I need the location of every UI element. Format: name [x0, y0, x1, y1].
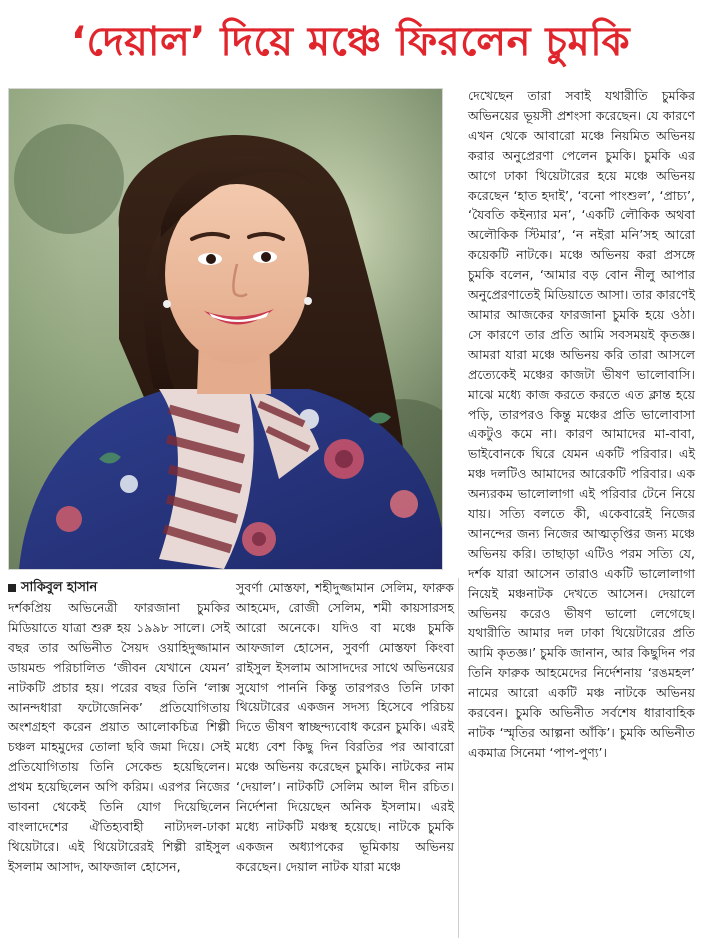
byline-name: সাকিবুল হাসান — [21, 580, 98, 595]
article-text-left: দর্শকপ্রিয় অভিনেত্রী ফারজানা চুমকির মিডিয়াতে যাত্রা শুরু হয় ১৯৯৮ সালে। সেই বছর তার অভিনীত সৈয়দ ওয়াহিদুজ্জামান ডায়মন্ড পরিচালিত ‘জীবন যেখানে যেমন’ নাটকটি প্রচার হয়। পরের বছর তিনি ‘লাক্স আনন্দধারা ফটোজেনিক’ প্রতিযোগিতায় অংশগ্রহণ করেন প্রয়াত আলোকচিত্র শিল্পী চঞ্চল মাহমুদের তোলা ছবি জমা দিয়ে। সেই প্রতিযোগিতায় তিনি সেকেন্ড হয়েছিলেন। প্রথম হয়েছিলেন অপি করিম। এরপর নিজের ভাবনা থেকেই তিনি যোগ দিয়েছিলেন বাংলাদেশের ঐতিহ্যবাহী নাট্যদল-ঢাকা থিয়েটারে। এই থিয়েটারেরই শিল্পী রাইসুল ইসলাম আসাদ, আফজাল হোসেন, — [8, 600, 230, 874]
article-column-middle — [236, 578, 454, 877]
article-text-right: দেখেছেন তারা সবাই যথারীতি চুমকির অভিনয়ের ভূয়সী প্রশংসা করেছেন। যে কারণে এখন থেকে আবারো মঞ্চে নিয়মিত অভিনয় করার অনুপ্রেরণা পেলেন চুমকি। চুমকি এর আগে ঢাকা থিয়েটারের হয়ে মঞ্চে অভিনয় করেছেন ‘হাত হদাই’, ‘বনো পাংশুল’, ‘প্রাচ্য’, ‘যৈবতি কইন্যার মন’, ‘একটি লৌকিক অথবা অলৌকিক স্টিমার’, ‘ন নইরা মনি’সহ আরো কয়েকটি নাটকে। মঞ্চে অভিনয় করা প্রসঙ্গে চুমকি বলেন, ‘আমার বড় বোন নীলু আপার অনুপ্রেরণাতেই মিডিয়াতে আসা। তার কারণেই আমার আজকের ফারজানা চুমকি হয়ে ওঠা। সে কারণে তার প্রতি আমি সবসময়ই কৃতজ্ঞ। আমরা যারা মঞ্চে অভিনয় করি তারা আসলে প্রত্যেকেই মঞ্চের কাজটা ভীষণ ভালোবাসি। মাঝে মধ্যে কাজ করতে করতে এত ক্লান্ত হয়ে পড়ি, তারপরও কিন্তু মঞ্চের প্রতি ভালোবাসা একটুও কমে না। কারণ আমাদের মা-বাবা, ভাইবোনকে ঘিরে যেমন একটি পরিবার। এই মঞ্চ দলটিও আমাদের আরেকটি পরিবার। এক অন্যরকম ভালোলাগা এই পরিবার টেনে নিয়ে যায়। সত্যি বলতে কী, একেবারেই নিজের আনন্দের জন্য নিজের আত্মতৃপ্তির জন্য মঞ্চে অভিনয় করি। তাছাড়া এটিও পরম সত্যি যে, দর্শক যারা আসেন তারাও একটি ভালোলাগা নিয়েই মঞ্চনাটক দেখতে আসেন। দেয়ালে অভিনয় করেও ভীষণ ভালো লেগেছে। যথারীতি আমার দল ঢাকা থিয়েটারের প্রতি আমি কৃতজ্ঞ।’ চুমকি জানান, আর কিছুদিন পর তিনি ফারুক আহমেদের নির্দেশনায় ‘রঙমহল’ নামের আরো একটি মঞ্চ নাটকে অভিনয় করবেন। চুমকি অভিনীত সর্বশেষ ধারাবাহিক নাটক ‘স্মৃতির আল্পনা আঁকি’। চুমকি অভিনীত একমাত্র সিনেমা ‘পাপ-পুণ্য’। — [468, 88, 696, 760]
article-column-right — [468, 86, 695, 763]
portrait-photo — [8, 88, 443, 570]
column-divider — [458, 578, 459, 938]
headline: ‘দেয়াল’ দিয়ে মঞ্চে ফিরলেন চুমকি — [70, 19, 631, 65]
byline — [8, 578, 230, 598]
article-column-left — [8, 578, 230, 877]
article-text-middle: সুবর্ণা মোস্তফা, শহীদুজ্জামান সেলিম, ফারুক আহমেদ, রোজী সেলিম, শমী কায়সারসহ আরো অনেকে। যদিও বা মঞ্চে চুমকি আফজাল হোসেন, সুবর্ণা মোস্তফা কিংবা রাইসুল ইসলাম আসাদদের সাথে অভিনয়ের সুযোগ পাননি কিন্তু তারপরও তিনি ঢাকা থিয়েটারের একজন সদস্য হিসেবে পরিচয় দিতে ভীষণ স্বাচ্ছন্দ্যবোধ করেন চুমকি। এরই মধ্যে বেশ কিছু দিন বিরতির পর আবারো মঞ্চে অভিনয় করেছেন চুমকি। নাটকের নাম ‘দেয়াল’। নাটকটি সেলিম আল দীন রচিত। নির্দেশনা দিয়েছেন অনিক ইসলাম। এরই মধ্যে নাটকটি মঞ্চস্থ হয়েছে। নাটকে চুমকি একজন অধ্যাপকের ভূমিকায় অভিনয় করেছেন। দেয়াল নাটক যারা মঞ্চে — [236, 580, 454, 874]
square-bullet-icon — [8, 584, 16, 592]
